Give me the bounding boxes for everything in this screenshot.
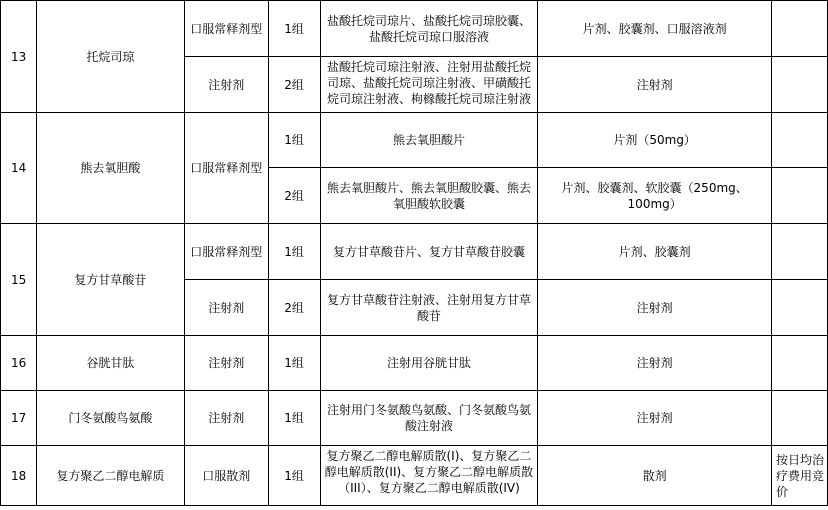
row-number: 17 (1, 391, 37, 446)
dosage-type: 片剂、胶囊剂、口服溶液剂 (538, 1, 772, 57)
note-cell (772, 336, 828, 391)
row-number: 13 (1, 1, 37, 113)
note-cell (772, 280, 828, 336)
drug-name: 复方聚乙二醇电解质 (36, 446, 184, 506)
table-row (1, 1, 828, 57)
dosage-type: 注射剂 (538, 280, 772, 336)
dosage-form: 注射剂 (184, 57, 268, 113)
specification: 熊去氧胆酸片 (320, 113, 538, 168)
note-cell (772, 1, 828, 57)
drug-name: 谷胱甘肽 (36, 336, 184, 391)
note-cell: 按日均治疗费用竞价 (772, 446, 828, 506)
group-label: 2组 (268, 168, 320, 224)
dosage-type: 散剂 (538, 446, 772, 506)
dosage-type: 注射剂 (538, 57, 772, 113)
row-number: 16 (1, 336, 37, 391)
group-label: 1组 (268, 336, 320, 391)
table-row (1, 224, 828, 280)
row-number: 15 (1, 224, 37, 336)
dosage-type: 注射剂 (538, 391, 772, 446)
dosage-form: 注射剂 (184, 391, 268, 446)
table-row (1, 446, 828, 506)
specification: 复方甘草酸苷注射液、注射用复方甘草酸苷 (320, 280, 538, 336)
row-number: 18 (1, 446, 37, 506)
group-label: 2组 (268, 57, 320, 113)
group-label: 1组 (268, 391, 320, 446)
specification: 复方聚乙二醇电解质散(I)、复方聚乙二醇电解质散(II)、复方聚乙二醇电解质散（III）、复方聚乙二醇电解质散(IV) (324, 449, 534, 495)
group-label: 2组 (268, 280, 320, 336)
dosage-form: 注射剂 (184, 336, 268, 391)
specification: 复方甘草酸苷片、复方甘草酸苷胶囊 (320, 224, 538, 280)
dosage-type: 片剂（50mg） (538, 113, 772, 168)
specification: 盐酸托烷司琼注射液、注射用盐酸托烷司琼、盐酸托烷司琼注射液、甲磺酸托烷司琼注射液、枸橼酸托烷司琼注射液 (326, 60, 531, 106)
note-cell (772, 224, 828, 280)
group-label: 1组 (268, 1, 320, 57)
dosage-type: 注射剂 (538, 336, 772, 391)
table-row (1, 391, 828, 446)
note-cell (772, 168, 828, 224)
dosage-form: 口服散剂 (184, 446, 268, 506)
dosage-type: 片剂、胶囊剂 (538, 224, 772, 280)
group-label: 1组 (268, 446, 320, 506)
note-cell (772, 113, 828, 168)
table-row (1, 336, 828, 391)
dosage-form: 注射剂 (184, 280, 268, 336)
note-cell (772, 391, 828, 446)
group-label: 1组 (268, 113, 320, 168)
note-cell (772, 57, 828, 113)
dosage-type: 片剂、胶囊剂、软胶囊（250mg、100mg） (538, 168, 772, 224)
drug-name: 复方甘草酸苷 (36, 224, 184, 336)
table-row (1, 113, 828, 168)
dosage-form: 口服常释剂型 (184, 1, 268, 57)
drug-name: 托烷司琼 (36, 1, 184, 113)
drug-name: 熊去氧胆酸 (36, 113, 184, 224)
row-number: 14 (1, 113, 37, 224)
specification: 盐酸托烷司琼片、盐酸托烷司琼胶囊、盐酸托烷司琼口服溶液 (320, 1, 538, 57)
group-label: 1组 (268, 224, 320, 280)
specification: 熊去氧胆酸片、熊去氧胆酸胶囊、熊去氧胆酸软胶囊 (320, 168, 538, 224)
dosage-form: 口服常释剂型 (184, 224, 268, 280)
specification: 注射用门冬氨酸鸟氨酸、门冬氨酸鸟氨酸注射液 (320, 391, 538, 446)
drug-name: 门冬氨酸鸟氨酸 (36, 391, 184, 446)
dosage-form: 口服常释剂型 (184, 113, 268, 224)
specification: 注射用谷胱甘肽 (320, 336, 538, 391)
